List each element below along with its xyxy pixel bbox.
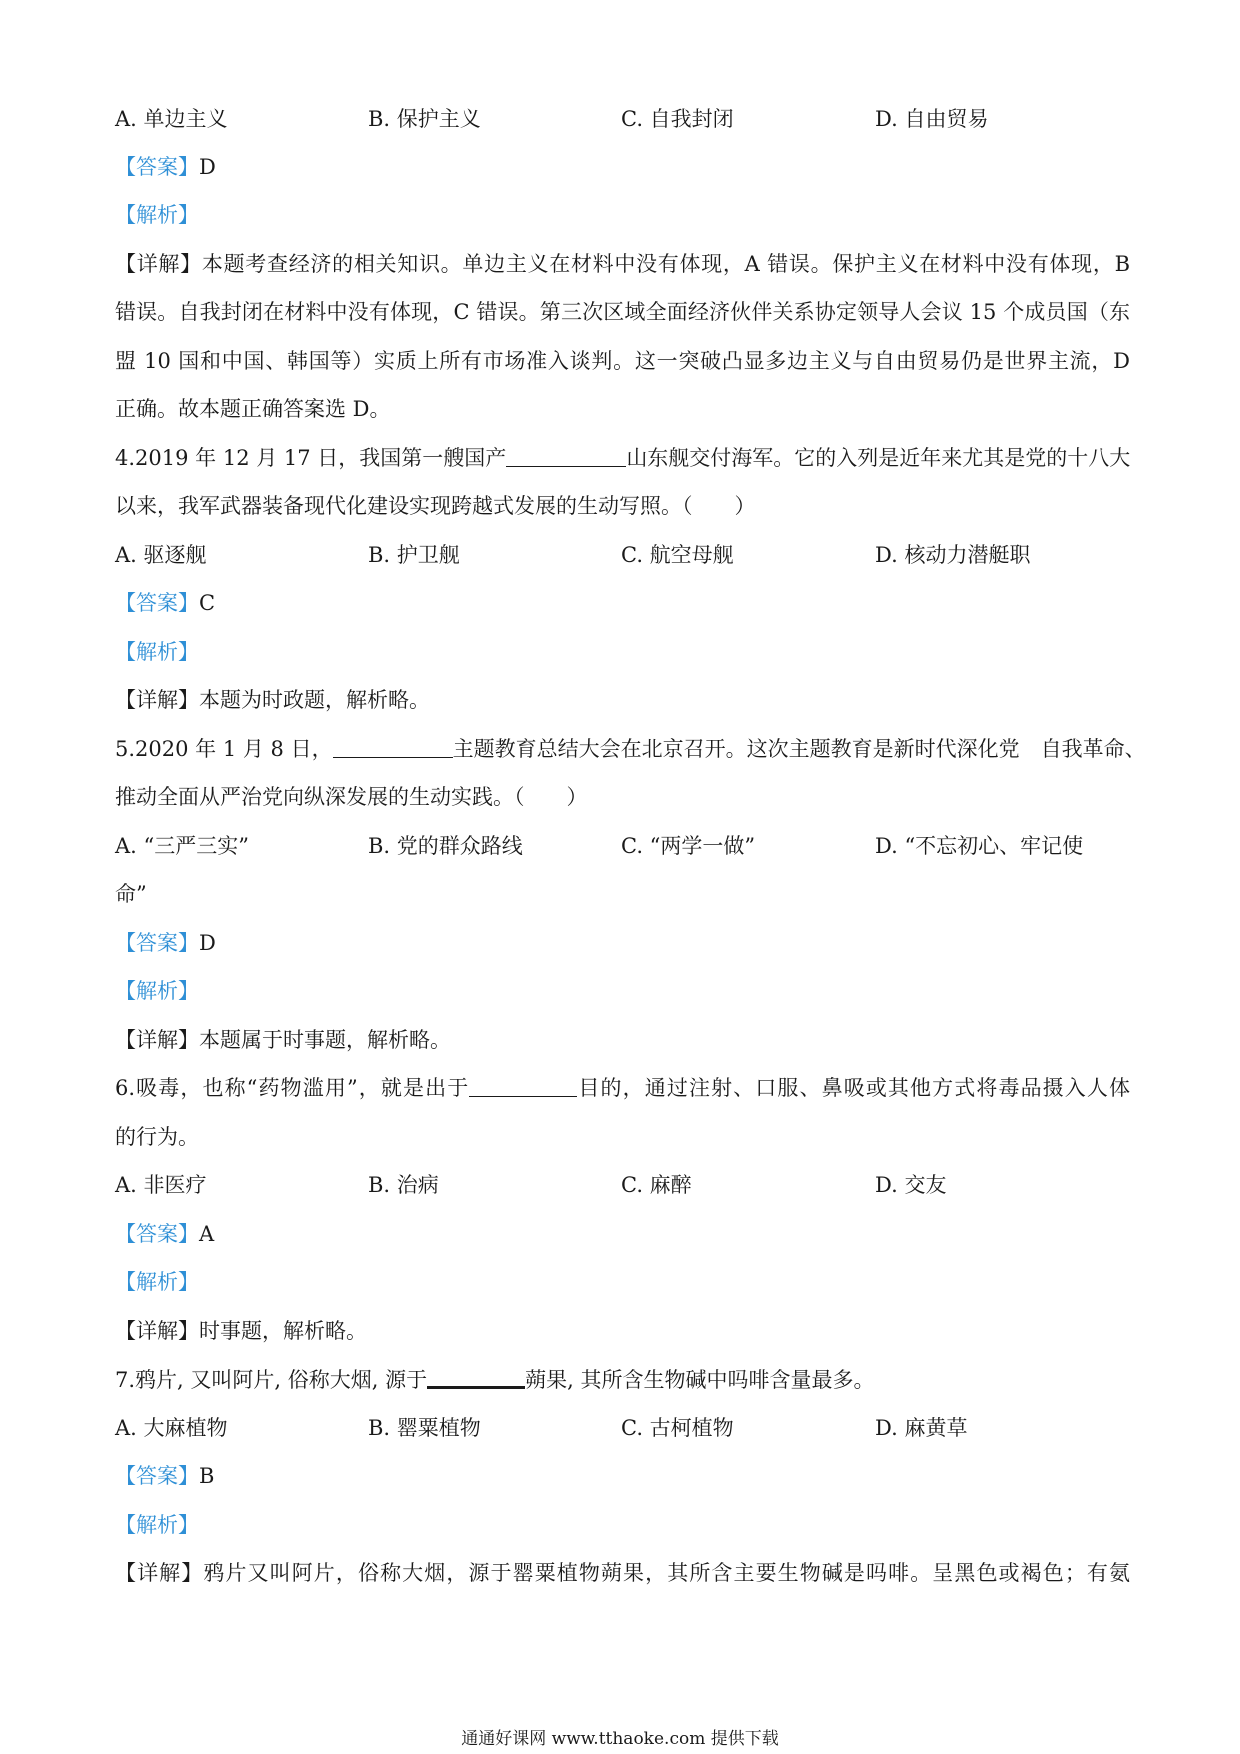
- page-footer: 通通好课网 www.tthaoke.com 提供下载: [461, 1729, 779, 1749]
- q3-analysis: [115, 200, 1130, 230]
- answer-blank: [469, 1074, 577, 1097]
- answer-value: D: [199, 155, 216, 179]
- analysis-tag: 【解析】: [115, 979, 199, 1003]
- q6-stem-line-1: [115, 1073, 1130, 1103]
- q3-option-b: B. 保护主义: [368, 107, 481, 131]
- answer-blank: [333, 735, 453, 758]
- q7-option-d: D. 麻黄草: [875, 1416, 968, 1440]
- q6-answer: [115, 1219, 1130, 1249]
- q4-stem-line-2: 以来，我军武器装备现代化建设实现跨越式发展的生动写照。（ ）: [115, 494, 756, 518]
- q3-detail-line-2: 错误。自我封闭在材料中没有体现，C 错误。第三次区域全面经济伙伴关系协定领导人会议 15 个成员国（东: [115, 300, 1130, 324]
- detail-tag: 【详解】: [115, 688, 199, 712]
- detail-tag: 【详解】: [115, 1561, 204, 1585]
- answer-tag: 【答案】: [115, 591, 199, 615]
- detail-text: 本题考查经济的相关知识。单边主义在材料中没有体现，A 错误。保护主义在材料中没有体现，B: [201, 252, 1131, 276]
- answer-tag: 【答案】: [115, 1464, 199, 1488]
- q7-option-c: C. 古柯植物: [621, 1416, 734, 1440]
- q3-answer: [115, 152, 1130, 182]
- q7-detail: [115, 1558, 1130, 1588]
- detail-tag: 【详解】: [115, 1028, 199, 1052]
- stem-text: 7.鸦片, 又叫阿片, 俗称大烟, 源于: [115, 1368, 428, 1392]
- q3-detail-line-4: 正确。故本题正确答案选 D。: [115, 397, 391, 421]
- q6-stem-line-2: 的行为。: [115, 1125, 199, 1149]
- q6-option-c: C. 麻醉: [621, 1173, 692, 1197]
- q6-analysis: [115, 1267, 1130, 1297]
- detail-text: 本题为时政题，解析略。: [199, 688, 430, 712]
- q6-detail: [115, 1316, 1130, 1346]
- q3-options: [115, 104, 1130, 134]
- q3-detail-line-1: [115, 249, 1130, 279]
- stem-text: 主题教育总结大会在北京召开。这次主题教育是新时代深化党 自我革命、: [452, 737, 1146, 761]
- analysis-tag: 【解析】: [115, 1513, 199, 1537]
- stem-text: 4.2019 年 12 月 17 日，我国第一艘国产: [115, 446, 507, 470]
- q4-stem-line-1: [115, 443, 1130, 473]
- q3-option-a: A. 单边主义: [115, 107, 228, 131]
- answer-blank: [427, 1364, 525, 1389]
- analysis-tag: 【解析】: [115, 203, 199, 227]
- q6-options: [115, 1170, 1130, 1200]
- q4-option-b: B. 护卫舰: [368, 543, 460, 567]
- q3-detail-line-3: 盟 10 国和中国、韩国等）实质上所有市场准入谈判。这一突破凸显多边主义与自由贸易仍是世界主流，D: [115, 349, 1130, 373]
- q5-option-c: C. “两学一做”: [621, 834, 756, 858]
- q5-option-a: A. “三严三实”: [115, 834, 249, 858]
- q5-stem-line-1: [115, 734, 1146, 764]
- stem-text: 6.吸毒，也称“药物滥用”，就是出于: [115, 1076, 470, 1100]
- q7-analysis: [115, 1510, 1130, 1540]
- q4-options: [115, 540, 1130, 570]
- detail-text: 本题属于时事题，解析略。: [199, 1028, 451, 1052]
- answer-tag: 【答案】: [115, 931, 199, 955]
- q6-option-b: B. 治病: [368, 1173, 439, 1197]
- answer-blank: [506, 444, 626, 467]
- detail-text: 时事题，解析略。: [199, 1319, 367, 1343]
- stem-text: 蒴果, 其所含生物碱中吗啡含量最多。: [525, 1368, 875, 1392]
- q5-options: [115, 831, 1130, 861]
- q5-option-d: D. “不忘初心、牢记使: [875, 834, 1084, 858]
- q7-stem: [115, 1364, 1130, 1395]
- q3-option-d: D. 自由贸易: [875, 107, 989, 131]
- answer-value: B: [199, 1464, 215, 1488]
- q5-answer: [115, 928, 1130, 958]
- q5-option-d-wrap: 命”: [115, 882, 147, 906]
- detail-text: 鸦片又叫阿片，俗称大烟，源于罂粟植物蒴果，其所含主要生物碱是吗啡。呈黑色或褐色；有氨: [203, 1561, 1130, 1585]
- q4-detail: [115, 685, 1130, 715]
- q4-answer: [115, 588, 1130, 618]
- answer-value: C: [199, 591, 216, 615]
- q5-option-b: B. 党的群众路线: [368, 834, 523, 858]
- answer-value: D: [199, 931, 216, 955]
- q5-analysis: [115, 976, 1130, 1006]
- q6-option-a: A. 非医疗: [115, 1173, 207, 1197]
- answer-value: A: [199, 1222, 215, 1246]
- detail-tag: 【详解】: [115, 252, 202, 276]
- analysis-tag: 【解析】: [115, 1270, 199, 1294]
- q7-options: [115, 1413, 1130, 1443]
- q7-option-a: A. 大麻植物: [115, 1416, 228, 1440]
- q7-answer: [115, 1461, 1130, 1491]
- q4-analysis: [115, 637, 1130, 667]
- analysis-tag: 【解析】: [115, 640, 199, 664]
- detail-tag: 【详解】: [115, 1319, 199, 1343]
- answer-tag: 【答案】: [115, 1222, 199, 1246]
- q7-option-b: B. 罂粟植物: [368, 1416, 481, 1440]
- q4-option-d: D. 核动力潜艇职: [875, 543, 1031, 567]
- stem-text: 目的，通过注射、口服、鼻吸或其他方式将毒品摄入人体: [577, 1076, 1130, 1100]
- stem-text: 5.2020 年 1 月 8 日，: [115, 737, 333, 761]
- q5-stem-line-2: 推动全面从严治党向纵深发展的生动实践。（ ）: [115, 785, 588, 809]
- q6-option-d: D. 交友: [875, 1173, 947, 1197]
- q4-option-c: C. 航空母舰: [621, 543, 734, 567]
- q3-option-c: C. 自我封闭: [621, 107, 734, 131]
- answer-tag: 【答案】: [115, 155, 199, 179]
- q4-option-a: A. 驱逐舰: [115, 543, 207, 567]
- q5-detail: [115, 1025, 1130, 1055]
- stem-text: 山东舰交付海军。它的入列是近年来尤其是党的十八大: [626, 446, 1131, 470]
